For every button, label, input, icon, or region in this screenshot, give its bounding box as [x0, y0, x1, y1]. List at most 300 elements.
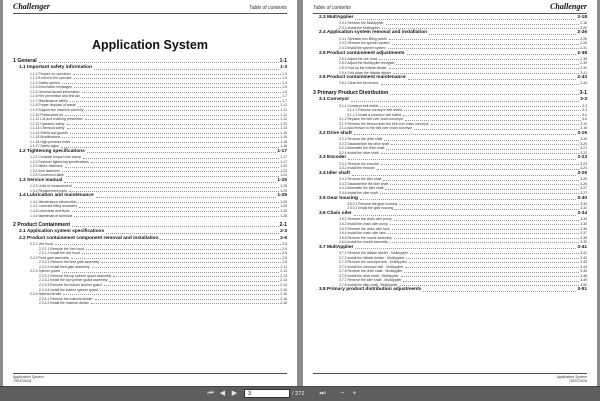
- toc-entry-page: 1-7: [282, 98, 287, 103]
- toc-entry-title: 1.1.13 Chemical safety: [30, 126, 65, 131]
- dot-leader: [66, 173, 279, 176]
- toc-entry-page: 1-4: [282, 76, 287, 81]
- toc-entry-page: 1-1: [279, 58, 287, 64]
- toc-entry-title: 3.7.2 Install the hillside divider - MultApplier: [339, 255, 405, 260]
- toc-entry-page: 3-26: [580, 181, 587, 186]
- toc-entry-page: 2-18: [580, 21, 587, 26]
- dot-leader: [409, 260, 579, 263]
- dot-leader: [381, 162, 579, 165]
- dot-leader: [354, 131, 577, 136]
- toc-entry-title: 3.4.3 Assemble the idler shaft: [339, 186, 384, 191]
- toc-entry-title: 3.7 MultApplier: [319, 244, 354, 250]
- toc-entry-title: 3.6.6 Install the nozzle assembly: [339, 240, 389, 245]
- dot-leader: [67, 126, 280, 129]
- toc-entry-page: 3-44: [580, 264, 587, 269]
- toc-entry-page: 2-6: [282, 251, 287, 256]
- toc-entry-title: 3.7.4 Install the conveyor belt - MultApplier: [339, 264, 404, 269]
- toc-entry-title: 3.6.3 Remove the chain oiler tank: [339, 226, 390, 231]
- dot-leader: [403, 113, 581, 116]
- toc-entry-title: 2.5.2 Adjust the MultApplier feedgate: [339, 61, 395, 66]
- toc-entry-page: 3-10: [580, 121, 587, 126]
- toc-entry-title: 2.4.2 Remove the spinner system: [339, 41, 390, 46]
- toc-entry-page: 2-39: [580, 61, 587, 66]
- toc-entry-title: 1.2.5 Conversion table: [30, 173, 64, 178]
- dot-leader: [383, 177, 579, 180]
- dot-leader: [86, 247, 281, 250]
- dot-leader: [82, 94, 282, 97]
- toc-entry-page: 2-43: [580, 81, 587, 86]
- toc-entry-page: 3-23: [580, 161, 587, 166]
- toc-entry-page: 3-1: [579, 90, 587, 97]
- dot-leader: [62, 169, 279, 172]
- dot-leader: [388, 231, 579, 234]
- toc-entry-title: 2.2.3.2 Install the top spinner guard assembly: [39, 278, 108, 283]
- right-page: [303, 0, 597, 386]
- dot-leader: [382, 26, 579, 29]
- toc-entry-page: 2-14: [280, 282, 287, 287]
- toc-entry-page: 3-3: [582, 108, 587, 113]
- toc-entry-title: 2.3 MultApplier: [319, 15, 354, 20]
- toc-entry-title: 1.1.10 Pressurized air: [30, 112, 63, 117]
- dot-leader: [392, 41, 580, 44]
- toc-entry-title: 1.4.2 Lubricant filling reminders: [30, 204, 78, 209]
- toc-entry-page: 2-26: [580, 36, 587, 41]
- toc-entry-page: 1-25: [280, 184, 287, 189]
- toc-entry-page: 1-12: [280, 121, 287, 126]
- toc-entry-page: 3-49: [580, 278, 587, 283]
- dot-leader: [85, 117, 280, 120]
- brand-logo: Challenger: [550, 2, 587, 11]
- toc-entry-page: 2-43: [577, 75, 587, 81]
- toc-entry-title: 2.4.3 Install the spinner system: [339, 45, 386, 50]
- page-header: [13, 3, 287, 14]
- toc-entry-title: 3.4.2 Disassemble the idler shaft: [339, 181, 389, 186]
- dot-leader: [389, 66, 580, 69]
- dot-leader: [410, 251, 579, 254]
- toc-entry-title: 1 General: [13, 58, 37, 64]
- toc-entry[interactable]: [313, 287, 587, 293]
- toc-entry-page: 3-21: [580, 146, 587, 151]
- toc-entry-title: 3.4.4 Install the idler shaft: [339, 190, 378, 195]
- zoom-in-icon[interactable]: +: [352, 390, 357, 397]
- dot-leader: [91, 160, 279, 163]
- dot-leader: [109, 278, 279, 281]
- page-footer: [313, 373, 587, 384]
- toc-entry-title: 3.7.1 Remove the hillside divider - MultApplier: [339, 251, 408, 256]
- viewer-toolbar: [0, 386, 600, 401]
- toc-entry-page: 3-19: [580, 137, 587, 142]
- dot-leader: [86, 108, 280, 111]
- toc-entry-page: 2-6: [280, 235, 287, 241]
- toc-entry-page: 1-17: [280, 155, 287, 160]
- toc-entry-title: 2.1 Application system specifications: [19, 229, 105, 235]
- toc-entry-page: 3-4: [582, 112, 587, 117]
- toc-entry-title: 3.6.5 Remove the nozzle assembly: [339, 235, 392, 240]
- toc-entry-title: 1.2.1 Constant torque hose clamp: [30, 155, 81, 160]
- toc-entry-page: 3-39: [580, 240, 587, 245]
- toc-entry-page: 3-27: [580, 190, 587, 195]
- dot-leader: [391, 142, 579, 145]
- dot-leader: [61, 144, 279, 147]
- toc-entry-page: 1-15: [280, 139, 287, 144]
- toc-entry-title: 2.2.2.1 Remove the feed gate assembly: [39, 260, 99, 265]
- toc-entry-title: 2.6.1 Clean the bin sensor: [339, 81, 379, 86]
- toc-entry-page: 3-45: [580, 269, 587, 274]
- dot-leader: [381, 81, 580, 84]
- dot-leader: [91, 301, 279, 304]
- toc-entry-page: 2-26: [580, 41, 587, 46]
- toc-entry-title: 1.1.16 High pressure leaks: [30, 139, 71, 144]
- toc-entry-title: 3.5.0.1 Remove the gear housing: [347, 201, 398, 206]
- toc-entry-title: 3.7.6 Install the drive shaft - MultApplier: [339, 273, 399, 278]
- toc-entry-page: 2-13: [280, 278, 287, 283]
- toc-entry-title: 2.2.2.2 Install feed gate assembly: [39, 264, 90, 269]
- toc-entry-page: 3-3: [582, 103, 587, 108]
- first-page-icon[interactable]: ⏮: [207, 390, 214, 397]
- toc-entry-page: 1-11: [280, 107, 287, 112]
- dot-leader: [393, 71, 579, 74]
- header-caption: Table of contents: [249, 5, 287, 11]
- toc-entry-page: 2-13: [280, 269, 287, 274]
- dot-leader: [62, 81, 281, 84]
- toc-entry-page: 3-30: [577, 195, 587, 201]
- dot-leader: [78, 200, 279, 203]
- toc-entry-page: 1-16: [280, 144, 287, 149]
- toc-entry-page: 2-40: [580, 66, 587, 70]
- footer-title: Application System: [13, 375, 44, 379]
- dot-leader: [65, 113, 279, 116]
- toc-entry-title: 1.4.3 Lubricants and fluids: [30, 208, 70, 213]
- toc-entry-page: 3-22: [580, 150, 587, 155]
- toc-entry-title: 1.1.17 Safety signs: [30, 144, 59, 149]
- dot-leader: [392, 227, 580, 230]
- toc-entry-title: 2.2.1 Vee hood: [30, 242, 53, 247]
- toc-entry-title: 1.2.2 Fastener tightening specifications: [30, 159, 89, 164]
- toc-entry-page: 1-26: [280, 199, 287, 204]
- dot-leader: [72, 222, 278, 227]
- toc-entry-title: 2.2.4 Material divider: [30, 292, 62, 297]
- toc-entry-title: 3.4.1 Remove the idler shaft: [339, 177, 382, 182]
- toc-entry-title: 1.2.3 Metric fasteners: [30, 164, 63, 169]
- toc-entry[interactable]: [313, 81, 587, 86]
- toc-entry[interactable]: [13, 301, 287, 306]
- toc-entry-title: 3.7.8 Install the idler shaft - MultApplier: [339, 282, 398, 287]
- dot-leader: [87, 149, 277, 154]
- toc-entry-title: 3.3.1 Remove the encoder: [339, 161, 379, 166]
- dot-leader: [352, 171, 576, 176]
- next-page-icon[interactable]: ▶: [231, 390, 238, 397]
- toc-entry-page: 2-3: [280, 229, 287, 235]
- toc-entry-page: 2-16: [280, 301, 287, 306]
- toc-entry-page: 2-26: [577, 30, 587, 36]
- toc-entry-title: 1.1.3 Safety symbol: [30, 80, 60, 85]
- toc-entry-title: 3.4 Idler shaft: [319, 170, 350, 176]
- toc-entry-page: 3-16: [580, 126, 587, 131]
- dot-leader: [70, 99, 281, 102]
- table-of-contents: [13, 58, 287, 306]
- dot-leader: [390, 222, 579, 225]
- dot-leader: [399, 202, 579, 205]
- toc-entry-title: 3.1.1 Conveyor belt shield: [339, 103, 379, 108]
- dot-leader: [390, 90, 578, 95]
- dot-leader: [39, 58, 279, 63]
- toc-entry-page: 1-4: [282, 80, 287, 85]
- toc-entry-page: 1-5: [282, 85, 287, 90]
- toc-entry-title: 3.3.2 Install the encoder: [339, 166, 376, 171]
- toc-entry-title: 3.7.5 Remove the drive shaft - MultApplier: [339, 269, 403, 274]
- toc-entry-title: 2.2.1.1 Remove the Vee hood: [39, 246, 84, 251]
- toc-entry-title: 1.2.4 Inch fasteners: [30, 168, 60, 173]
- dot-leader: [82, 90, 282, 93]
- toc-entry-page: 2-11: [280, 264, 287, 269]
- toc-entry-title: 3.1.1.1 Remove conveyor belt shield: [347, 108, 402, 113]
- dot-leader: [414, 126, 579, 129]
- dot-leader: [388, 46, 579, 49]
- dot-leader: [390, 240, 579, 243]
- toc-entry-page: 2-13: [280, 273, 287, 278]
- toc-entry-page: 1-20: [280, 164, 287, 169]
- dot-leader: [355, 15, 576, 20]
- toc-entry-page: 1-12: [280, 117, 287, 122]
- dot-leader: [101, 260, 281, 263]
- last-page-icon[interactable]: ⏭: [319, 390, 326, 397]
- dot-leader: [69, 189, 279, 192]
- toc-entry-page: 2-31: [580, 45, 587, 50]
- table-of-contents: [313, 15, 587, 294]
- dot-leader: [423, 287, 576, 292]
- toc-entry[interactable]: [13, 214, 287, 219]
- page-total: / 272: [292, 391, 305, 397]
- toc-entry-title: 3.1.3 Remove the tension from the belt over chain conveyor: [339, 121, 429, 126]
- toc-entry-page: 1-15: [280, 135, 287, 140]
- toc-entry-title: 3.6.1 Remove the chain oiler pump: [339, 217, 392, 222]
- dot-leader: [104, 283, 280, 286]
- toc-entry-page: 3-6: [582, 117, 587, 122]
- dot-leader: [113, 274, 279, 277]
- dot-leader: [405, 117, 581, 120]
- toc-entry-title: 3.2.1 Remove the drive shaft: [339, 137, 383, 142]
- toc-entry-page: 3-37: [580, 231, 587, 236]
- dot-leader: [70, 131, 280, 134]
- page-title: Application System: [92, 38, 208, 52]
- toc-entry-page: 1-26: [280, 208, 287, 213]
- toc-entry-page: 2-1: [279, 222, 287, 229]
- toc-entry-title: 1.1.4 Information messages: [30, 85, 72, 90]
- toc-entry-page: 1-15: [280, 130, 287, 135]
- toc-entry-page: 3-41: [577, 244, 587, 250]
- dot-leader: [74, 214, 279, 217]
- toc-entry[interactable]: [313, 90, 587, 97]
- toc-entry-page: 3-30: [580, 201, 587, 206]
- page-number-input[interactable]: 3: [244, 389, 290, 398]
- toc-entry-page: 3-42: [580, 255, 587, 260]
- dot-leader: [379, 57, 579, 60]
- toc-entry-title: 2.3.2 Install the MultApplier: [339, 25, 380, 30]
- dot-leader: [79, 204, 279, 207]
- toc-entry-page: 3-43: [580, 260, 587, 265]
- toc-entry-page: 1-25: [277, 178, 287, 183]
- toc-entry-title: 2.3.1 Remove the MultApplier: [339, 21, 384, 26]
- toc-entry-title: 3.1 Conveyor: [319, 97, 350, 103]
- footer-title: Application System: [556, 375, 587, 379]
- page-footer: [13, 373, 287, 384]
- toc-entry-page: 1-5: [282, 89, 287, 94]
- toc-entry-title: 3.1.2 Replace the belt over chain conveyor: [339, 117, 404, 122]
- toc-entry-title: 2.2.3.3 Remove the bottom spinner guard: [39, 282, 102, 287]
- toc-entry-page: 3-36: [580, 226, 587, 231]
- dot-leader: [63, 292, 279, 295]
- toc-entry-title: 2.2.2 Feed gate assembly: [30, 255, 70, 260]
- toc-entry-title: 2.2.4.2 Install the material divider: [39, 301, 89, 306]
- dot-leader: [71, 256, 281, 259]
- toc-entry-page: 2-16: [280, 292, 287, 297]
- dot-leader: [94, 65, 279, 70]
- toc-entry-page: 3-38: [580, 235, 587, 240]
- toc-entry-title: 1.1.6 Fire prevention and first aid: [30, 94, 80, 99]
- toc-entry-title: 3.3 Encoder: [319, 155, 347, 161]
- toc-entry-page: 2-15: [280, 287, 287, 292]
- dot-leader: [73, 72, 282, 75]
- footer-doc-number: 79037262A: [568, 379, 587, 384]
- dot-leader: [74, 85, 281, 88]
- toc-entry-title: 1.1 Important safety information: [19, 65, 93, 71]
- dot-leader: [65, 164, 280, 167]
- toc-entry-title: 1.4.1 Maintenance introduction: [30, 199, 77, 204]
- dot-leader: [74, 76, 281, 79]
- dot-leader: [429, 30, 576, 35]
- toc-entry-page: 1-17: [277, 148, 287, 154]
- toc-entry-title: 2.4 Application system removal and installation: [319, 30, 428, 36]
- toc-entry-title: 3.2.2 Disassemble the drive shaft: [339, 141, 390, 146]
- toc-entry-page: 2-6: [282, 246, 287, 251]
- toc-entry-page: 2-8: [282, 255, 287, 260]
- toc-entry-page: 3-51: [577, 287, 587, 293]
- toc-entry-title: 2.5.1 Adjust the vee hood: [339, 56, 378, 61]
- toc-entry-title: 2.2.3.1 Remove the top spinner guard assembly: [39, 273, 112, 278]
- toc-entry-title: 2.2.4.1 Remove the material divider: [39, 296, 93, 301]
- dot-leader: [74, 184, 280, 187]
- dot-leader: [62, 269, 279, 272]
- dot-leader: [404, 269, 579, 272]
- toc-entry-title: 3.6.4 Install the chain oiler tank: [339, 231, 386, 236]
- toc-entry-title: 2.2.3 Spinner guard: [30, 269, 60, 274]
- toc-entry-title: 3.2 Drive shaft: [319, 130, 352, 136]
- toc-entry-page: 2-18: [577, 15, 587, 20]
- dot-leader: [351, 97, 579, 102]
- dot-leader: [406, 256, 579, 259]
- brand-logo: Challenger: [13, 2, 50, 11]
- toc-entry-page: 1-11: [280, 112, 287, 117]
- toc-entry-title: 1.3.2 Replacement parts: [30, 188, 67, 193]
- toc-entry-title: 3.2.3 Assemble the drive shaft: [339, 146, 385, 151]
- dot-leader: [380, 191, 580, 194]
- toc-entry-title: 1.1.2 A word to the operator: [30, 76, 72, 81]
- toc-entry-title: 3.5 Gear housing: [319, 195, 358, 201]
- dot-leader: [405, 265, 579, 268]
- dot-leader: [67, 122, 280, 125]
- toc-entry-page: 2-6: [282, 242, 287, 247]
- toc-entry-page: 3-34: [577, 211, 587, 217]
- toc-entry-page: 1-7: [282, 94, 287, 99]
- toc-entry-page: 1-25: [280, 188, 287, 193]
- toc-entry-page: 1-22: [280, 168, 287, 173]
- dot-leader: [385, 186, 579, 189]
- toc-entry-title: 2.5.3 Fold up the hillside divider: [339, 66, 387, 70]
- toc-entry-page: 2-38: [580, 56, 587, 61]
- toc-entry-page: 2-41: [580, 70, 587, 75]
- toc-entry-title: 3.6 Chain oiler: [319, 211, 352, 217]
- left-page: [3, 0, 297, 386]
- dot-leader: [360, 196, 576, 201]
- toc-entry-page: 3-20: [580, 141, 587, 146]
- toc-entry-page: 3-25: [580, 177, 587, 182]
- toc-entry-title: 3.1.4 Add tension to the belt over chain conveyor: [339, 126, 413, 131]
- toc-entry-title: 2.6 Product containment maintenance: [319, 75, 406, 81]
- toc-entry-title: 2.2.1.2 Install the vee hood: [39, 251, 80, 256]
- toc-entry-title: 3.1.1.2 Install a conveyor belt shield: [347, 112, 401, 117]
- dot-leader: [400, 283, 580, 286]
- toc-entry-title: 2.4.1 Spreader box lifting points: [339, 36, 387, 41]
- toc-entry-title: 1.1.1 Prepare for operation: [30, 71, 71, 76]
- toc-entry-page: 1-13: [280, 126, 287, 131]
- toc-entry-page: 3-24: [580, 166, 587, 171]
- toc-entry-title: 1.1.7 Maintenance safety: [30, 98, 68, 103]
- dot-leader: [83, 155, 279, 158]
- toc-entry-title: 3 Primary Product Distribution: [313, 90, 389, 97]
- dot-leader: [348, 155, 576, 160]
- dot-leader: [377, 166, 579, 169]
- toc-entry-title: 1.1.12 Hydraulic safety: [30, 121, 65, 126]
- zoom-out-icon[interactable]: −: [340, 390, 345, 397]
- dot-leader: [407, 51, 577, 56]
- footer-doc-number: 79037262A: [13, 379, 32, 384]
- toc-entry-title: 1.1.15 Modifications: [30, 135, 61, 140]
- toc-entry-page: 2-20: [580, 25, 587, 30]
- dot-leader: [403, 278, 579, 281]
- dot-leader: [408, 75, 577, 80]
- dot-leader: [431, 122, 579, 125]
- toc-entry-title: 1.1.14 Shield and guards: [30, 130, 68, 135]
- toc-entry-title: 1.1.8 Proper disposal of waste: [30, 103, 76, 108]
- dot-leader: [355, 245, 576, 250]
- dot-leader: [390, 182, 579, 185]
- dot-leader: [64, 178, 276, 183]
- dot-leader: [394, 236, 579, 239]
- dot-leader: [386, 146, 579, 149]
- toc-entry-title: 1.1.11 Cut and crushing prevention: [30, 117, 83, 122]
- page-header: [313, 3, 587, 14]
- toc-entry-title: 1.4.4 Maintenance schedule: [30, 213, 73, 218]
- dot-leader: [72, 140, 279, 143]
- toc-entry-page: 1-28: [280, 213, 287, 218]
- toc-entry-title: 3.8 Primary product distribution adjustments: [319, 287, 422, 293]
- dot-leader: [394, 217, 580, 220]
- previous-page-icon[interactable]: ◀: [219, 390, 226, 397]
- toc-entry-page: 3-25: [577, 170, 587, 176]
- toc-entry-title: 2.5.4 Fold down the hillside divider: [339, 70, 392, 75]
- dot-leader: [380, 104, 581, 107]
- dot-leader: [78, 103, 280, 106]
- dot-leader: [381, 151, 580, 154]
- dot-leader: [389, 37, 580, 40]
- header-caption: Table of contents: [313, 5, 351, 11]
- dot-leader: [72, 209, 280, 212]
- toc-entry-title: 1.1.9 Support the machine correctly: [30, 107, 84, 112]
- toc-entry-page: 3-23: [577, 155, 587, 161]
- toc-entry-title: 1.4 Lubrication and maintenance: [19, 193, 94, 199]
- toc-entry-page: 3-34: [580, 217, 587, 222]
- dot-leader: [100, 288, 279, 291]
